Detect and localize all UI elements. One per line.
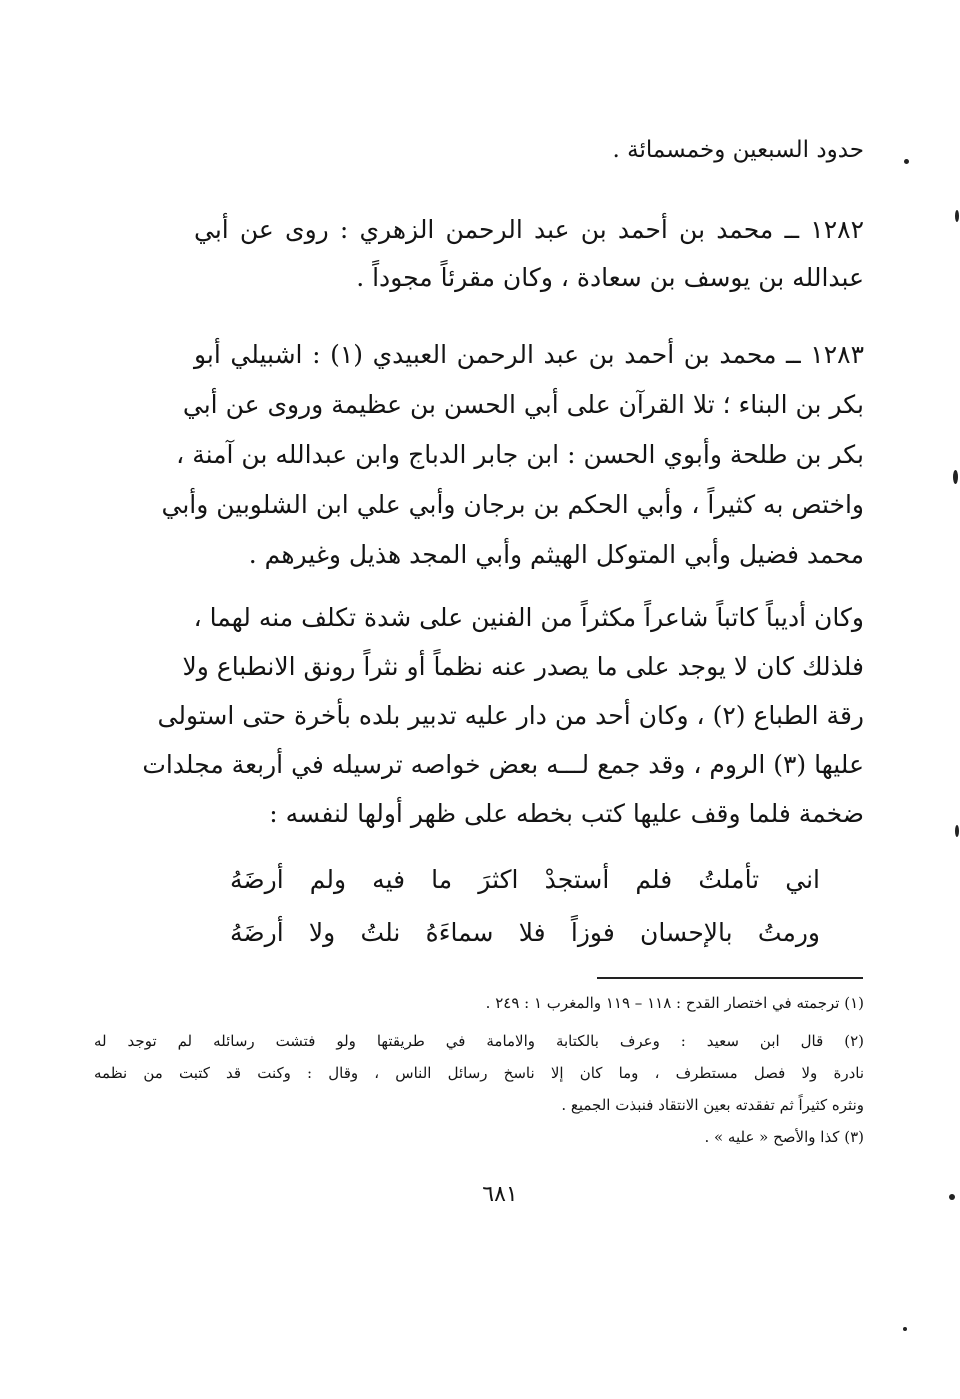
footnote-1: (١) ترجمته في اختصار القدح : ١١٨ – ١١٩ والمغرب ١ : ٢٤٩ . bbox=[485, 994, 864, 1012]
poem-verse-2: ورمتُ بالإحسان فوزاً فلا سماءَهُ نلتُ ولا أرضَهُ bbox=[230, 918, 820, 947]
paragraph-line-2: فلذلك كان لا يوجد على ما يصدر عنه نظماً أو نثراً رونق الانطباع ولا bbox=[182, 652, 864, 681]
running-header: حدود السبعين وخمسمائة . bbox=[612, 137, 864, 163]
paragraph-line-1: وكان أديباً كاتباً شاعراً مكثراً من الفنين على شدة تكلف منه لهما ، bbox=[193, 603, 864, 632]
entry-1283-line-1: ١٢٨٣ ــ محمد بن أحمد بن عبد الرحمن العبيدي (١) : اشبيلي أبو bbox=[194, 340, 864, 369]
poem-verse-1: اني تأملتُ فلم أستجدْ اكثرَ ما فيه ولم أرضَهُ bbox=[230, 865, 820, 894]
scan-speck bbox=[955, 210, 959, 222]
entry-1283-line-4: واختص به كثيراً ، وأبي الحكم بن برجان وأبي علي ابن الشلوبين وأبي bbox=[161, 490, 864, 519]
footnote-divider bbox=[597, 977, 863, 979]
entry-1283-line-2: بكر بن البناء ؛ تلا القرآن على أبي الحسن بن عظيمة وروى عن أبي bbox=[182, 390, 864, 419]
scan-speck bbox=[904, 159, 909, 164]
entry-1282-line-2: عبدالله بن يوسف بن سعادة ، وكان مقرئاً مجوداً . bbox=[356, 263, 864, 292]
footnote-2-line-1: (٢) قال ابن سعيد : وعرف بالكتابة والامامة في طريقتها ولو فتشت رسائله لم توجد له bbox=[94, 1032, 864, 1050]
entry-1283-line-5: محمد فضيل وأبي المتوكل الهيثم وأبي المجد هذيل وغيرهم . bbox=[248, 540, 864, 569]
scan-speck bbox=[953, 470, 958, 484]
paragraph-line-3: رقة الطباع (٢) ، وكان أحد من دار عليه تدبير بلده بأخرة حتى استولى bbox=[157, 701, 864, 730]
scan-speck bbox=[903, 1327, 907, 1331]
entry-1283-line-3: بكر بن طلحة وأبوي الحسن : ابن جابر الدباج وابن عبدالله بن آمنة ، bbox=[176, 440, 864, 469]
scan-speck bbox=[949, 1194, 955, 1200]
entry-1282-line-1: ١٢٨٢ ــ محمد بن أحمد بن عبد الرحمن الزهري : روى عن أبي bbox=[194, 215, 864, 244]
page-number: ٦٨١ bbox=[482, 1182, 518, 1207]
scan-speck bbox=[955, 825, 959, 837]
paragraph-line-4: عليها (٣) الروم ، وقد جمع لـــه بعض خواصه ترسيله في أربعة مجلدات bbox=[142, 750, 864, 779]
paragraph-line-5: ضخمة فلما وقف عليها كتب بخطه على ظهر أولها لنفسه : bbox=[269, 799, 864, 828]
footnote-2-line-3: ونثره كثيراً ثم تفقدته بعين الانتقاد فنبذت الجميع . bbox=[561, 1096, 864, 1114]
footnote-2-line-2: نادرة ولا فصل مستطرف ، وما كان إلا ناسخ رسائل الناس ، وقال : وكنت قد كتبت من نظمه bbox=[94, 1064, 864, 1082]
footnote-3: (٣) كذا والأصح « عليه » . bbox=[704, 1128, 864, 1146]
